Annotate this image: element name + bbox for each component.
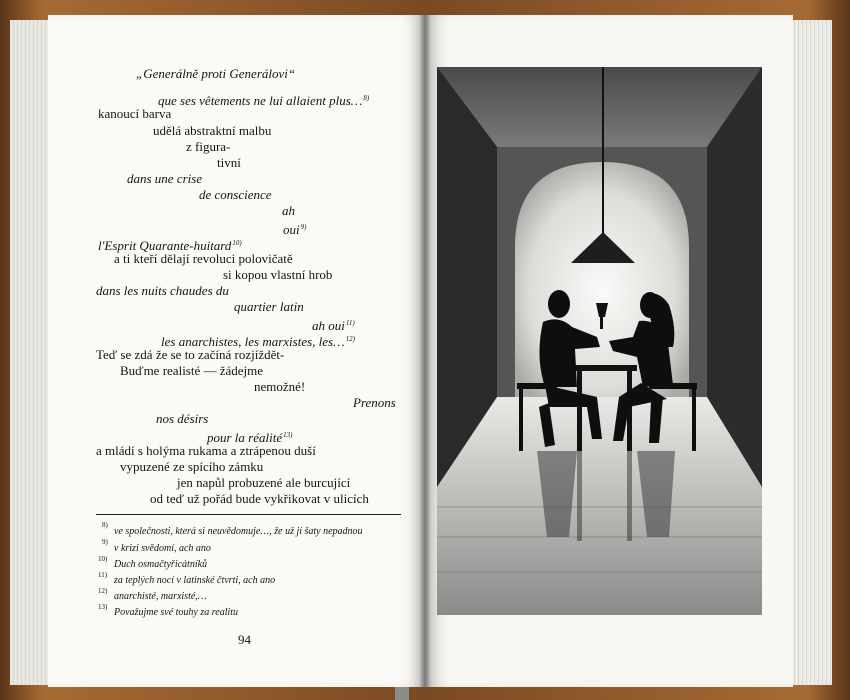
poem-line: ah: [282, 203, 295, 218]
poem-line: oui$^{9)}$: [283, 222, 307, 237]
poem-line: „Generálně proti Generálovi“: [136, 66, 296, 81]
poem-line: z figura-: [186, 139, 231, 154]
poem-line: Teď se zdá že se to začíná rozjíždět-: [96, 347, 285, 362]
footnote-ref: 13): [283, 431, 293, 439]
poem-line: les anarchistes, les marxistes, les…$^{12)}$: [161, 334, 356, 349]
poem-line: de conscience: [199, 187, 272, 202]
footnote: v krizi svědomí, ach ano: [114, 543, 211, 554]
footnote: anarchisté, marxisté,…: [114, 591, 207, 602]
page-edges-left: [10, 20, 50, 685]
poem-line: udělá abstraktní malbu: [153, 123, 272, 138]
poem-line: que ses vêtements ne lui allaient plus…$^{8)}$: [158, 93, 370, 108]
poem-line: nemožné!: [254, 379, 306, 394]
footnote-number: 10): [98, 555, 108, 563]
footnote-ref: 10): [232, 239, 242, 247]
poem-line: Buďme realisté — žádejme: [120, 363, 264, 378]
poem-line: dans les nuits chaudes du: [96, 283, 229, 298]
poem-line: a ti kteří dělají revoluci polovičatě: [114, 251, 293, 266]
poem-line: ah oui$^{11)}$: [312, 318, 355, 333]
bookmark-ribbon: [395, 686, 409, 700]
poem-line: od teď už pořád bude vykřikovat v ulicích: [150, 491, 369, 506]
table: [569, 365, 637, 371]
footnote-ref: 11): [345, 319, 355, 327]
footnote-ref: 8): [363, 94, 370, 102]
footnote-divider: [96, 514, 401, 515]
poem-line: dans une crise: [127, 171, 203, 186]
footnote-number: 9): [102, 538, 108, 546]
footnote: ve společnosti, která si neuvědomuje…, že už jí šaty nepadnou: [114, 526, 363, 537]
page-number: 94: [238, 632, 251, 647]
footnote-number: 11): [98, 571, 108, 579]
footnote: Duch osmačtyřicátníků: [114, 559, 208, 570]
poem-line: a mládí s holýma rukama a ztrápenou duší: [96, 443, 316, 458]
illustration: [437, 67, 762, 615]
footnote-ref: 9): [300, 223, 307, 231]
footnote: Považujme své touhy za realitu: [114, 607, 239, 618]
footnote-number: 12): [98, 587, 108, 595]
poem-line: quartier latin: [234, 299, 304, 314]
poem-line: jen napůl probuzené ale burcující: [177, 475, 351, 490]
book-gutter: [419, 15, 431, 687]
poem-line: nos désirs: [156, 411, 209, 426]
footnote-ref: 12): [345, 335, 356, 343]
footnote-number: 13): [98, 603, 108, 611]
page-edges-right: [790, 20, 832, 685]
poem-line: si kopou vlastní hrob: [223, 267, 333, 282]
poem-line: Prenons: [353, 395, 396, 410]
poem-line: l'Esprit Quarante-huitard$^{10)}$: [98, 238, 242, 253]
poem-line: kanoucí barva: [98, 106, 172, 121]
poem-line: tivní: [217, 155, 241, 170]
footnote-number: 8): [102, 521, 108, 529]
poem-line: pour la réalité$^{13)}$: [207, 430, 293, 445]
poem-line: vypuzené ze spícího zámku: [120, 459, 264, 474]
footnote: za teplých nocí v latinské čtvrti, ach ano: [114, 575, 276, 586]
